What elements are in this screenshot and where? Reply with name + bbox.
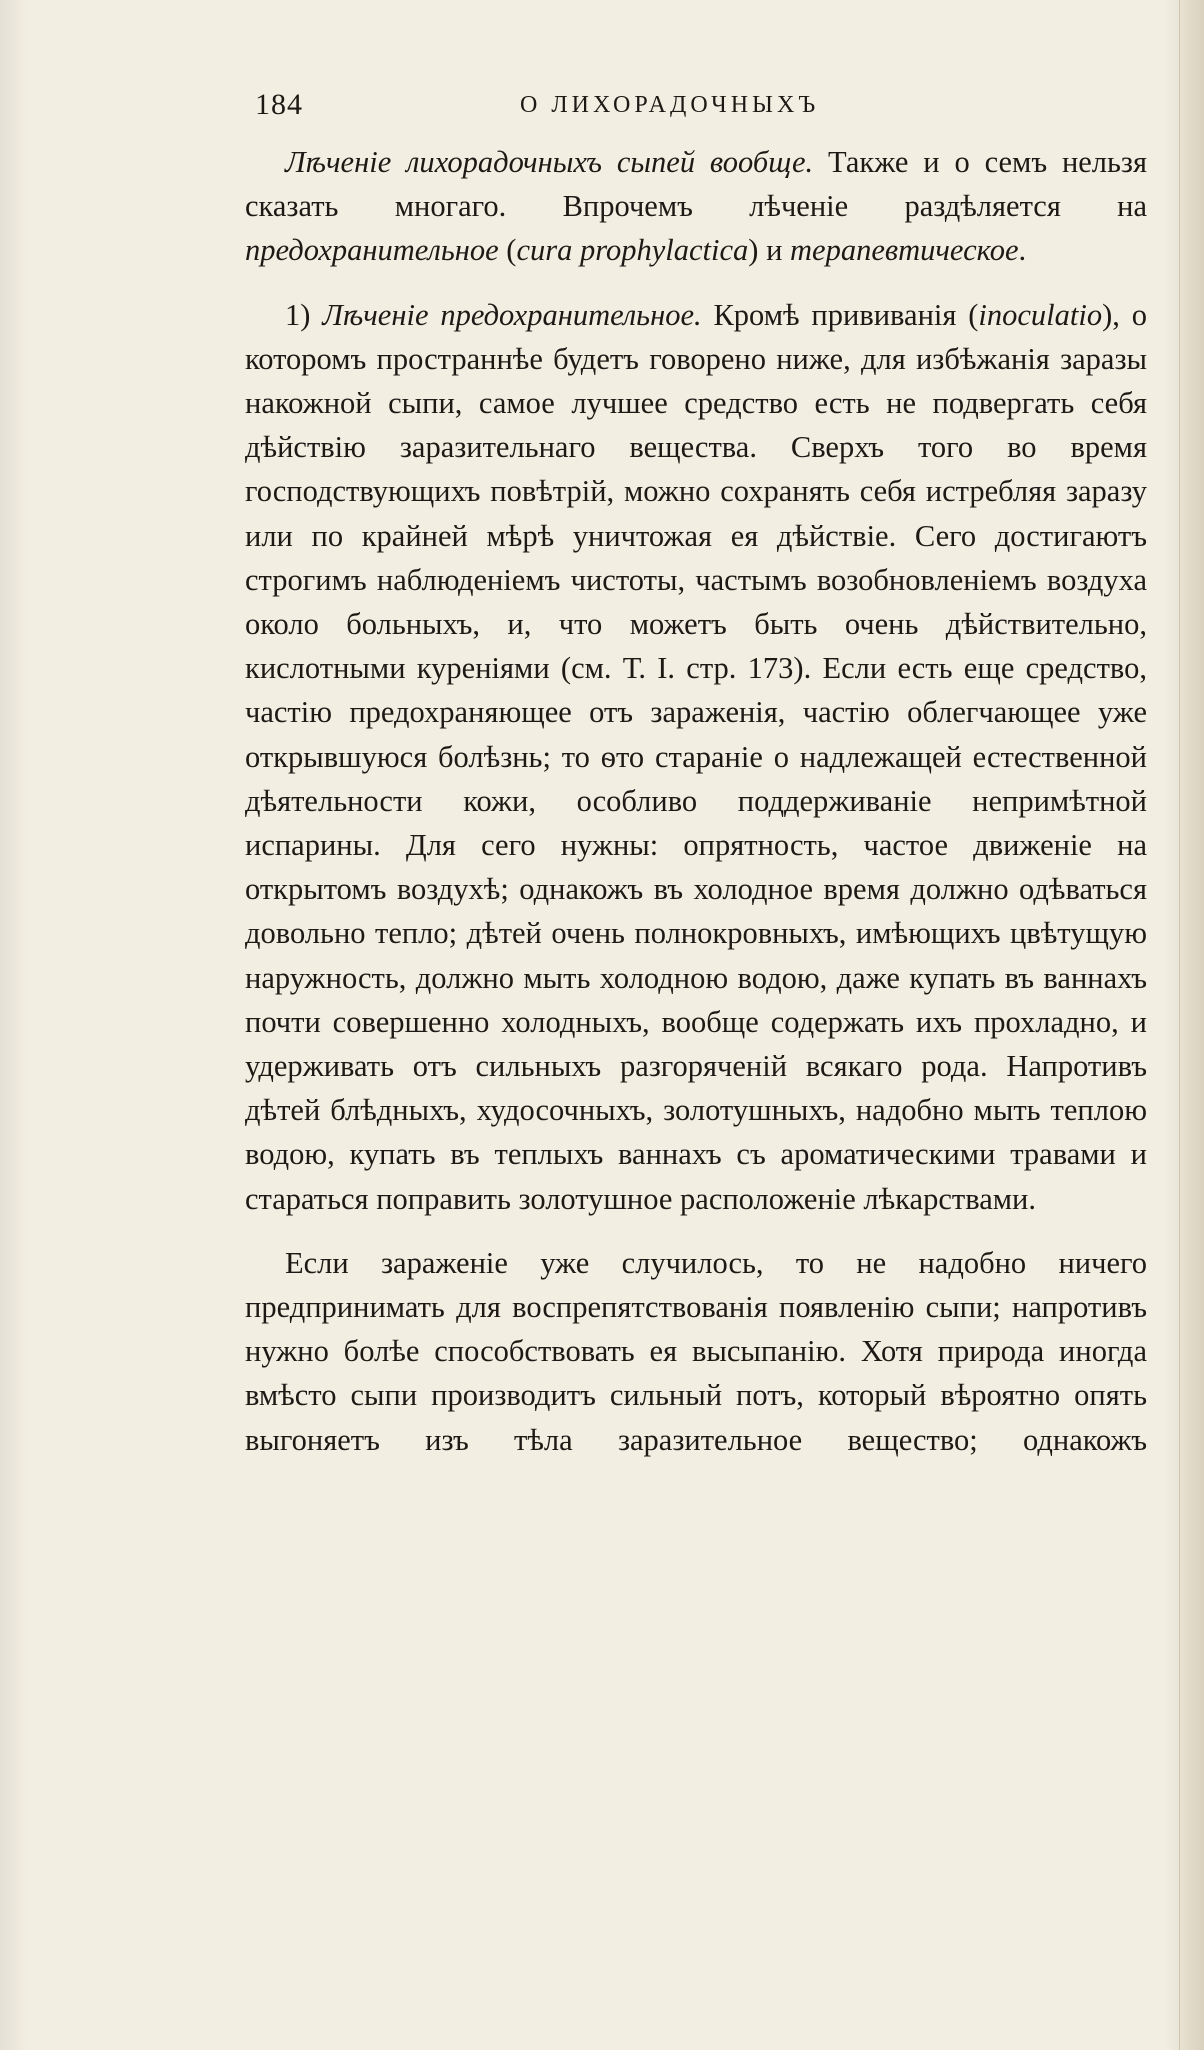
italic-term-preventive: предохранительное [245, 233, 499, 268]
section-heading-general-treatment: Лѣченіе лихорадочныхъ сыпей вообще. [285, 145, 814, 179]
italic-term-inoculatio: inoculatio [978, 297, 1103, 332]
italic-term-therapeutic: терапевтическое [790, 233, 1019, 268]
text-run: Также и о семъ нельзя сказать многаго. Впрочемъ лѣченіе раздѣляется на [245, 145, 1148, 224]
text-run: ) и [748, 233, 791, 268]
page-number: 184 [255, 88, 303, 121]
paragraph-treatment-general [245, 140, 1147, 273]
text-run: ( [498, 233, 517, 268]
section-heading-preventive-treatment: Лѣченіе предохранительное. [322, 297, 702, 332]
section-number: 1) [285, 297, 323, 332]
page-gutter-edge [1179, 0, 1204, 2050]
text-run: Кромѣ прививанія ( [701, 297, 979, 332]
text-run: . [1018, 233, 1027, 268]
body-text [245, 140, 1147, 1462]
paragraph-infection-occurred [245, 1241, 1147, 1462]
running-title: О ЛИХОРАДОЧНЫХЪ [520, 92, 820, 118]
paragraph-preventive-treatment [245, 293, 1147, 1221]
italic-term-latin: cura prophylactica [516, 233, 749, 268]
page-header [255, 88, 1135, 138]
text-run: Если зараженіе уже случилось, то не надобно ничего предпринимать для воспрепятствованія появленію сыпи; напротивъ нужно болѣе способствовать ея высыпанію. Хотя природа иногда вмѣсто сыпи производитъ сильный потъ, который вѣроятно опять выгоняетъ изъ тѣла заразительное вещество; однакожъ [245, 1245, 1147, 1457]
text-run: ), о которомъ пространнѣе будетъ говорено ниже, для избѣжанія заразы накожной сыпи, самое лучшее средство есть не подвергать себя дѣйствію заразительнаго вещества. Сверхъ того во время господствующихъ повѣтрій, можно сохранять себя истребляя заразу или по крайней мѣрѣ уничтожая ея дѣйствіе. Сего достигаютъ строгимъ наблюденіемъ чистоты, частымъ возобновленіемъ воздуха около больныхъ, и, что можетъ быть очень дѣйствительно, кислотными куреніями (см. Т. I. стр. 173). Если есть еще средство, частію предохраняющее отъ зараженія, частію облегчающее уже открывшуюся болѣзнь; то ѳто стараніе о надлежащей естественной дѣятельности кожи, особливо поддерживаніе непримѣтной испарины. Для сего нужны: опрятность, частое движеніе на открытомъ воздухѣ; однакожъ въ холодное время должно одѣваться довольно тепло; дѣтей очень полнокровныхъ, имѣющихъ цвѣтущую наружность, должно мыть холодною водою, даже купать въ ваннахъ почти совершенно холодныхъ, вообще содержать ихъ прохладно, и удерживать отъ сильныхъ разгоряченій всякаго рода. Напротивъ дѣтей блѣдныхъ, худосочныхъ, золотушныхъ, надобно мыть теплою водою, купать въ теплыхъ ваннахъ съ ароматическими травами и стараться поправить золотушное расположеніе лѣкарствами. [245, 297, 1147, 1216]
